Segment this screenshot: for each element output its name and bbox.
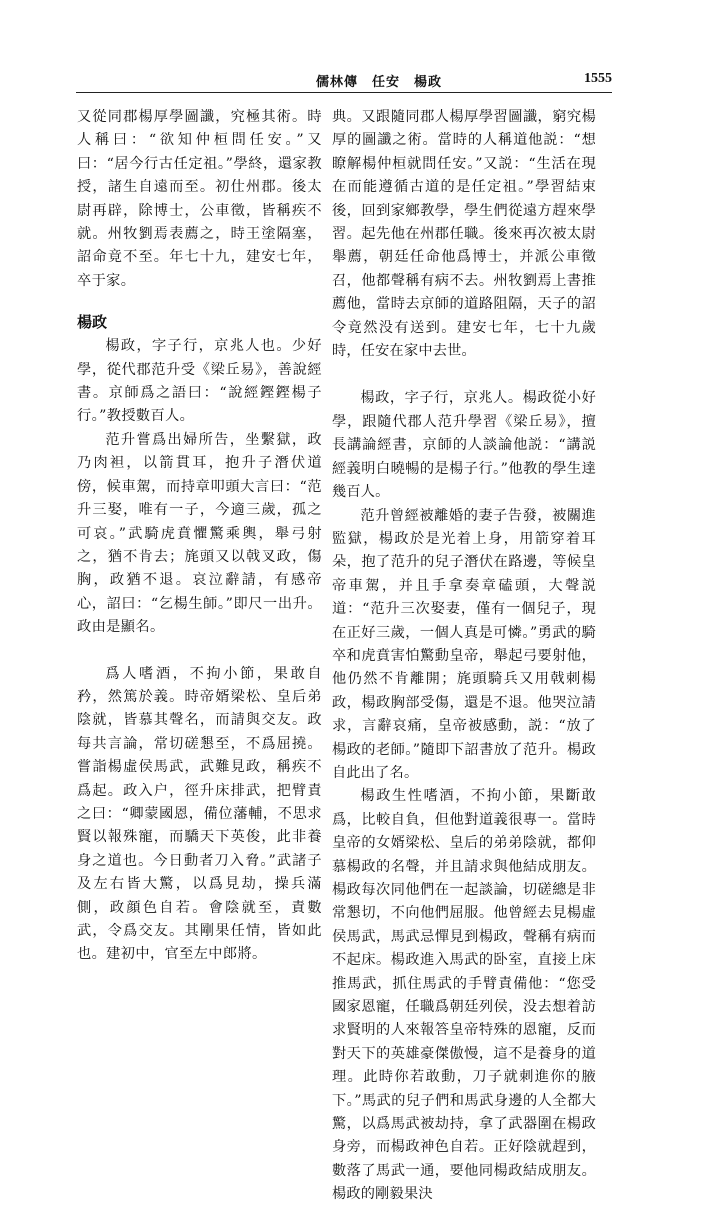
right-paragraph-3: 范升曾經被離婚的妻子告發，被關進監獄，楊政於是光着上身，用箭穿着耳朵，抱了范升的兒子潛伏在路邊，等候皇帝車駕，并且手拿奏章磕頭，大聲説道：“范升三次娶妻，僅有一個兒子，現在正好三歲，一個人真是可憐。”勇武的騎卒和虎賁害怕驚動皇帝，舉起弓要射他，他仍然不肯離開；旄頭騎兵又用戟刺楊政，楊政胸部受傷，還是不退。他哭泣請求，言辭哀痛，皇帝被感動，説：“放了楊政的老師。”隨即下詔書放了范升。楊政自此出了名。 [332, 507, 596, 781]
paragraph-gap [77, 640, 322, 663]
page-number: 1555 [584, 71, 612, 86]
section-title: 楊政 [77, 313, 108, 332]
right-paragraph-4: 楊政生性嗜酒，不拘小節，果斷敢爲，比較自負，但他對道義很專一。當時皇帝的女婿梁松、皇后的弟弟陰就，都仰慕楊政的名聲，并且請求與他結成朋友。楊政每次同他們在一起談論，切磋總是非常懇切，不向他們屈服。他曾經去見楊虛侯馬武，馬武忌憚見到楊政，聲稱有病而不起床。楊政進入馬武的卧室，直接上床推馬武，抓住馬武的手臂責備他：“您受國家恩寵，任職爲朝廷列侯，没去想着訪求賢明的人來報答皇帝特殊的恩寵，反而對天下的英雄豪傑傲慢，這不是養身的道理。此時你若敢動，刀子就刺進你的腋下。”馬武的兒子們和馬武身邊的人全都大驚，以爲馬武被劫持，拿了武器圍在楊政身旁，而楊政神色自若。正好陰就趕到，數落了馬武一通，要他同楊政結成朋友。楊政的剛毅果決 [332, 788, 596, 1203]
left-column-original-text [77, 106, 322, 967]
page-header [76, 71, 612, 93]
left-paragraph-1: 又從同郡楊厚學圖讖，究極其術。時人稱曰：“欲知仲桓問任安。”又曰：“居今行古任定祖。”學終，還家教授，諸生自遠而至。初仕州郡。後太尉再辟，除博士，公車徵，皆稱疾不就。州牧劉焉表薦之，時王塗隔塞，詔命竟不至。年七十九，建安七年，卒于家。 [77, 109, 322, 289]
left-paragraph-4: 爲人嗜酒，不拘小節，果敢自矜，然篤於義。時帝婿梁松、皇后弟陰就，皆慕其聲名，而請與交友。政每共言論，常切磋懇至，不爲屈撓。嘗詣楊虛侯馬武，武難見政，稱疾不爲起。政入户，徑升床排武，把臂責之曰：“卿蒙國恩，備位藩輔，不思求賢以報殊寵，而驕天下英俊，此非養身之道也。今日動者刀入脅。”武諸子及左右皆大驚，以爲見劫，操兵滿側，政顔色自若。會陰就至，責數武，令爲交友。其剛果任情，皆如此也。建初中，官至左中郎將。 [77, 665, 322, 963]
left-paragraph-2: 楊政，字子行，京兆人也。少好學，從代郡范升受《梁丘易》，善說經書。京師爲之語曰：“說經鏗鏗楊子行。”教授數百人。 [77, 338, 322, 425]
running-title: 儒林傳 任安 楊政 [316, 75, 443, 90]
right-column-translation [332, 106, 596, 1207]
header-rule [76, 92, 612, 93]
paragraph-gap [332, 363, 596, 387]
right-paragraph-2: 楊政，字子行，京兆人。楊政從小好學，跟隨代郡人范升學習《梁丘易》，擅長講論經書，京師的人談論他説：“講説經義明白曉暢的是楊子行。”他教的學生達幾百人。 [332, 390, 596, 501]
right-paragraph-1: 典。又跟隨同郡人楊厚學習圖讖，窮究楊厚的圖讖之術。當時的人稱道他説：“想瞭解楊仲桓就問任安。”又説：“生活在現在而能遵循古道的是任定祖。”學習結束後，回到家鄉教學，學生們從遠方趕來學習。起先他在州郡任職。後來再次被太尉舉薦，朝廷任命他爲博士，并派公車徵召，他都聲稱有病不去。州牧劉焉上書推薦他，當時去京師的道路阻隔，天子的詔令竟然没有送到。建安七年，七十九歲時，任安在家中去世。 [332, 109, 596, 360]
left-paragraph-3: 范升嘗爲出婦所告，坐繫獄，政乃肉袒，以箭貫耳，抱升子潛伏道傍，候車駕，而持章叩頭大言曰：“范升三娶，唯有一子，今適三歲，孤之可哀。”武騎虎賁懼驚乘輿，舉弓射之，猶不肯去；旄頭又以戟叉政，傷胸，政猶不退。哀泣辭請，有感帝心，詔曰：“乞楊生師。”即尺一出升。政由是顯名。 [77, 431, 322, 636]
